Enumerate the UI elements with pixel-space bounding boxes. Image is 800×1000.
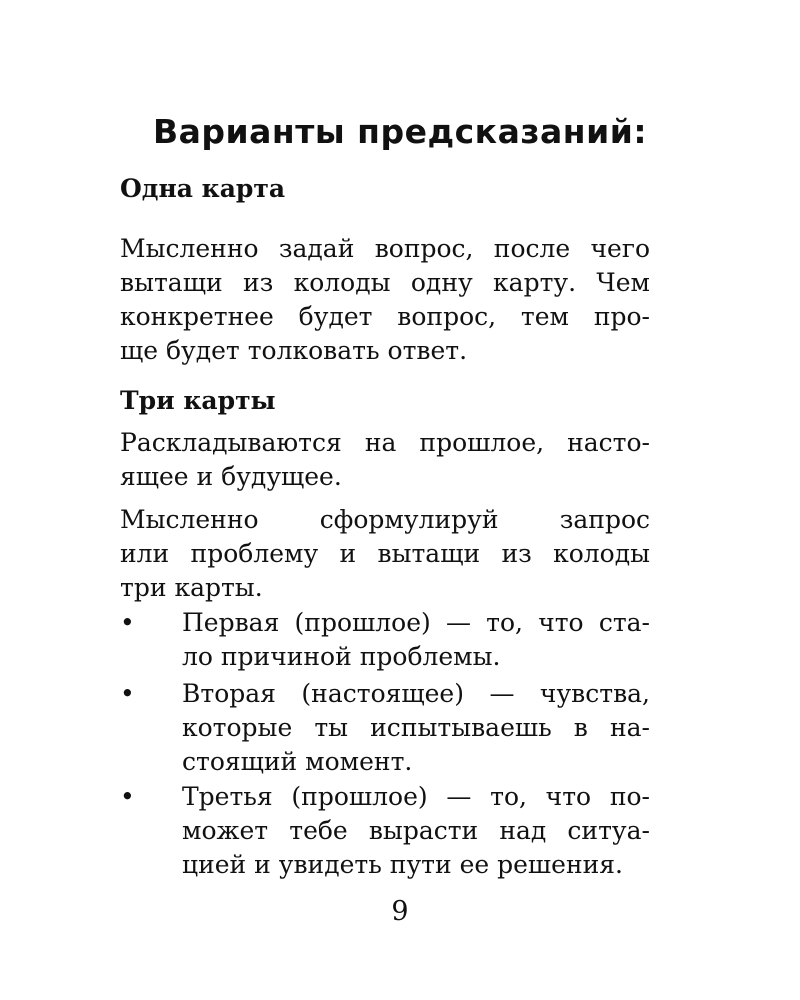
text-line: ящее и будущее. [120,462,342,491]
text-line: или проблему и вытащи из колоды [120,539,650,568]
bullet-text [182,606,650,674]
text-line: ло причиной проблемы. [182,642,501,671]
text-line: которые ты испытываешь в на- [182,713,650,742]
text-line: Раскладываются на прошлое, насто- [120,428,650,457]
text-line: стоящий момент. [182,747,413,776]
text-line: ще будет толковать ответ. [120,336,468,365]
text-line: Первая (прошлое) — то, что ста- [182,608,650,637]
page-number: 9 [391,896,409,927]
bullet-icon: • [120,782,135,811]
bullet-icon: • [120,608,135,637]
text-line: может тебе вырасти над ситуа- [182,816,650,845]
three-cards-instruction-paragraph [120,503,650,605]
bullet-icon: • [120,679,135,708]
text-line: три карты. [120,573,263,602]
text-line: Вторая (настоящее) — чувства, [182,679,650,708]
text-line: цией и увидеть пути ее решения. [182,850,624,879]
text-line: Мысленно сформулируй запрос [120,505,650,534]
text-line: Мысленно задай вопрос, после чего [120,234,650,263]
text-line: конкретнее будет вопрос, тем про- [120,302,650,331]
one-card-paragraph [120,232,650,368]
text-line: Третья (прошлое) — то, что по- [182,782,650,811]
text-line: вытащи из колоды одну карту. Чем [120,268,650,297]
section-heading-one-card: Одна карта [120,174,286,203]
page-title: Варианты предсказаний: [152,112,648,151]
three-cards-intro-paragraph [120,426,650,494]
bullet-text [182,780,650,882]
section-heading-three-cards: Три карты [120,386,276,415]
bullet-text [182,677,650,779]
